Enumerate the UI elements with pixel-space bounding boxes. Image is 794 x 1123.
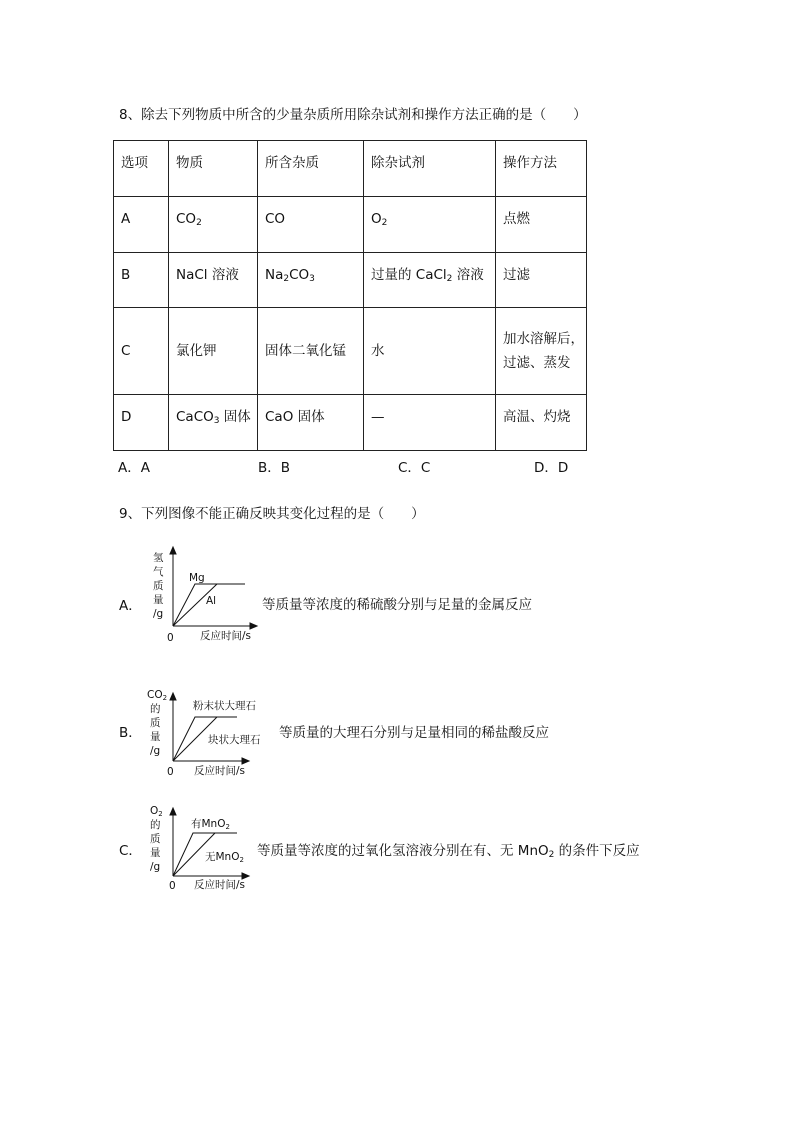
- x-axis-arrow-icon: [242, 873, 249, 879]
- reagent-cell: 水: [364, 308, 496, 395]
- table-row: [114, 308, 587, 395]
- line-label-powder: 粉末状大理石: [193, 700, 256, 712]
- substance-cell: 氯化钾: [169, 308, 258, 395]
- option-c-letter[interactable]: C．: [119, 843, 142, 859]
- choice-d[interactable]: D．D: [534, 460, 569, 476]
- y-label-char: 质: [150, 833, 161, 845]
- origin-label: 0: [169, 880, 176, 892]
- origin-label: 0: [167, 632, 174, 644]
- y-label-char: 量: [150, 847, 161, 859]
- choice-c[interactable]: C．C: [398, 460, 431, 476]
- line-label-without-mno2: 无MnO2: [205, 851, 244, 864]
- option-a-description: 等质量等浓度的稀硫酸分别与足量的金属反应: [262, 597, 532, 613]
- option-cell: A: [114, 197, 169, 253]
- header-cell: 除杂试剂: [364, 141, 496, 197]
- y-label-char: 质: [150, 717, 161, 729]
- substance-cell: $CO_2$: [169, 197, 258, 253]
- x-axis-label: 反应时间/s: [200, 630, 252, 642]
- options-table: [113, 140, 587, 451]
- impurity-cell: $Na_2CO_3$: [258, 253, 364, 308]
- y-axis-arrow-icon: [170, 547, 176, 554]
- table-row: [114, 395, 587, 451]
- y-label-char: 的: [150, 819, 161, 831]
- choice-a[interactable]: A．A: [118, 460, 150, 476]
- reagent-cell: —: [364, 395, 496, 451]
- option-cell: B: [114, 253, 169, 308]
- line-label-mg: Mg: [189, 572, 205, 584]
- header-cell: 物质: [169, 141, 258, 197]
- x-axis-label: 反应时间/s: [194, 765, 246, 777]
- substance-cell: CaCO$_3$ 固体: [169, 395, 258, 451]
- y-label-char: 的: [150, 703, 161, 715]
- option-b-description: 等质量的大理石分别与足量相同的稀盐酸反应: [279, 725, 549, 741]
- option-c-description: 等质量等浓度的过氧化氢溶液分别在有、无 MnO$_2$ 的条件下反应: [257, 843, 640, 860]
- graph-b: [145, 685, 280, 780]
- y-label-char: CO2: [147, 689, 168, 702]
- line-label-with-mno2: 有MnO2: [191, 818, 230, 831]
- impurity-cell: 固体二氧化锰: [258, 308, 364, 395]
- header-cell: 操作方法: [496, 141, 587, 197]
- method-cell: 加水溶解后， 过滤、蒸发: [496, 308, 587, 395]
- option-cell: D: [114, 395, 169, 451]
- substance-cell: NaCl 溶液: [169, 253, 258, 308]
- reagent-cell: $O_2$: [364, 197, 496, 253]
- y-label-char: 气: [153, 566, 164, 578]
- reagent-cell: 过量的 CaCl$_2$ 溶液: [364, 253, 496, 308]
- choice-b[interactable]: B．B: [258, 460, 291, 476]
- x-axis-label: 反应时间/s: [194, 879, 246, 891]
- method-cell: 过滤: [496, 253, 587, 308]
- line-label-al: Al: [206, 595, 217, 607]
- impurity-cell: CO: [258, 197, 364, 253]
- y-axis-arrow-icon: [170, 808, 176, 815]
- impurity-cell: CaO 固体: [258, 395, 364, 451]
- header-cell: 所含杂质: [258, 141, 364, 197]
- graph-a: [145, 545, 260, 645]
- y-label-char: 量: [150, 731, 161, 743]
- option-b-letter[interactable]: B．: [119, 725, 142, 741]
- option-a-letter[interactable]: A．: [119, 598, 142, 614]
- q8-choices: [118, 456, 618, 476]
- question-9-stem: 9、下列图像不能正确反映其变化过程的是（ ）: [119, 506, 425, 522]
- y-label-char: /g: [153, 608, 164, 620]
- y-label-char: O2: [150, 805, 163, 818]
- table-row: [114, 197, 587, 253]
- x-axis-arrow-icon: [242, 758, 249, 764]
- y-label-char: 质: [153, 580, 164, 592]
- y-label-char: 氢: [153, 552, 164, 564]
- option-cell: C: [114, 308, 169, 395]
- header-cell: 选项: [114, 141, 169, 197]
- method-cell: 点燃: [496, 197, 587, 253]
- line-label-block: 块状大理石: [208, 734, 261, 746]
- y-label-char: /g: [150, 861, 161, 873]
- y-axis-arrow-icon: [170, 693, 176, 700]
- x-axis-arrow-icon: [250, 623, 257, 629]
- table-header-row: [114, 141, 587, 197]
- origin-label: 0: [167, 766, 174, 778]
- question-8-stem: 8、除去下列物质中所含的少量杂质所用除杂试剂和操作方法正确的是（ ）: [119, 107, 587, 123]
- graph-c: [145, 800, 257, 895]
- table-row: [114, 253, 587, 308]
- y-label-char: /g: [150, 745, 161, 757]
- y-label-char: 量: [153, 594, 164, 606]
- method-cell: 高温、灼烧: [496, 395, 587, 451]
